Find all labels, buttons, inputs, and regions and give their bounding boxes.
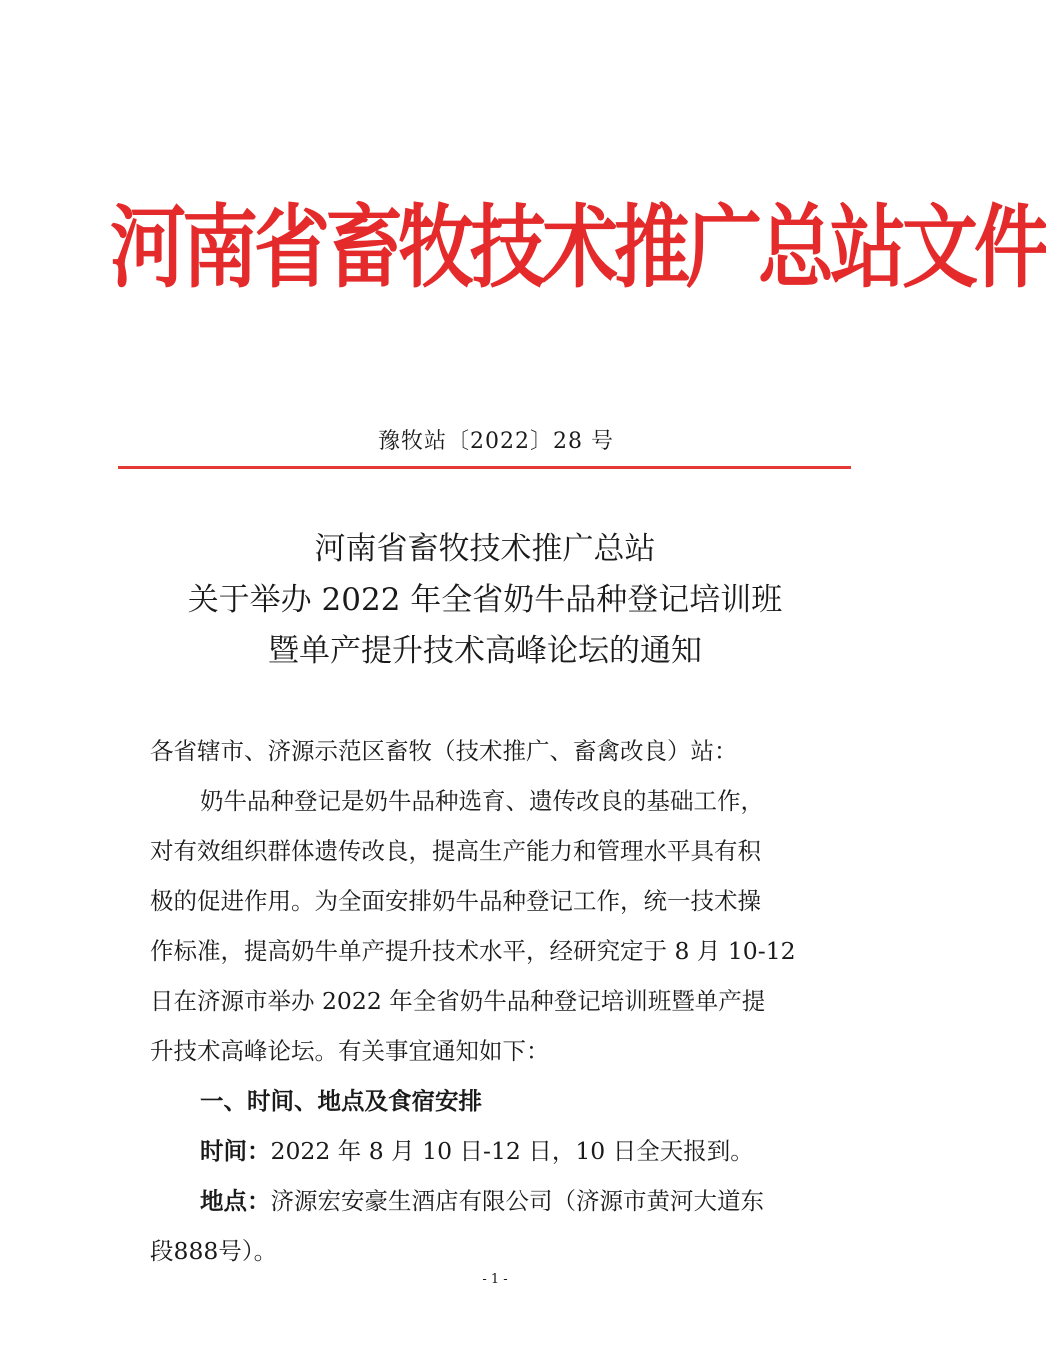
time-label: 时间：: [200, 1137, 271, 1165]
section-heading: 一、时间、地点及食宿安排: [200, 1087, 482, 1115]
document-number: 豫牧站〔2022〕28 号: [378, 429, 614, 454]
paragraph-line: 极的促进作用。为全面安排奶牛品种登记工作，统一技术操: [150, 887, 761, 915]
page-number: - 1 -: [482, 1272, 508, 1287]
notice-title-line-2: 关于举办 2022 年全省奶牛品种登记培训班: [187, 582, 783, 618]
place-row: [150, 1176, 840, 1226]
paragraph-line: 作标准，提高奶牛单产提升技术水平，经研究定于 8 月 10-12: [150, 937, 796, 965]
place-label: 地点：: [200, 1187, 271, 1215]
time-row: [150, 1126, 840, 1176]
paragraph-line: 升技术高峰论坛。有关事宜通知如下：: [150, 1037, 550, 1065]
header-divider: [118, 466, 851, 469]
time-value: 2022 年 8 月 10 日-12 日，10 日全天报到。: [270, 1137, 754, 1165]
document-header-title: 河南省畜牧技术推广总站文件: [110, 194, 1046, 300]
notice-title-line-3: 暨单产提升技术高峰论坛的通知: [268, 633, 702, 669]
place-row-continued: 段888号）。: [150, 1237, 278, 1265]
salutation: 各省辖市、济源示范区畜牧（技术推广、畜禽改良）站：: [150, 737, 738, 765]
place-value: 济源宏安豪生酒店有限公司（济源市黄河大道东: [270, 1187, 764, 1215]
paragraph-line: 日在济源市举办 2022 年全省奶牛品种登记培训班暨单产提: [150, 987, 766, 1015]
notice-title-line-1: 河南省畜牧技术推广总站: [314, 531, 656, 567]
notice-body: [150, 726, 840, 1276]
notice-title: [120, 524, 850, 677]
paragraph-line: 对有效组织群体遗传改良，提高生产能力和管理水平具有积: [150, 837, 761, 865]
paragraph-line: 奶牛品种登记是奶牛品种选育、遗传改良的基础工作，: [200, 787, 764, 815]
